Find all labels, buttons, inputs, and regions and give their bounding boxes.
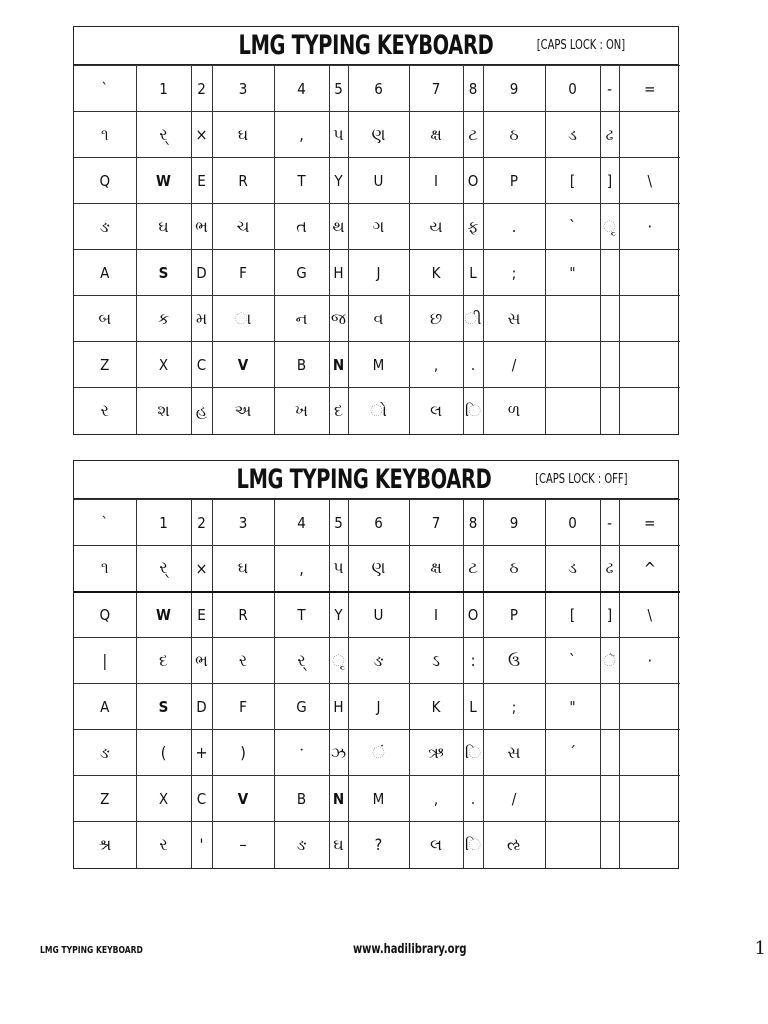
gujarati-char-cell: ચ [212,204,274,250]
key-label-cell: 1 [136,500,191,546]
gujarati-char-cell: ણ [348,112,409,158]
key-label-cell: E [191,592,212,638]
keyboard-caps-on [73,26,679,435]
key-label-cell: 8 [463,66,483,112]
key-label-cell: N [329,342,348,388]
gujarati-char-cell [619,388,680,434]
key-label-cell [619,342,680,388]
key-label-cell: [ [545,592,600,638]
key-label-row [74,592,680,638]
key-grid [74,65,680,434]
gujarati-char-cell: ક્ષ [409,112,463,158]
gujarati-char-cell: ^ [619,546,680,592]
key-label-cell: F [212,684,274,730]
key-label-cell: ` [74,66,136,112]
gujarati-char-cell: મ [191,296,212,342]
gujarati-char-cell: બ [74,296,136,342]
gujarati-char-cell: ભ [191,638,212,684]
key-label-cell: K [409,684,463,730]
gujarati-char-cell: ( [136,730,191,776]
key-label-cell: J [348,250,409,296]
gujarati-char-cell: ઘ [212,546,274,592]
gujarati-char-cell: · [619,638,680,684]
gujarati-char-cell: ય [409,204,463,250]
gujarati-char-cell [619,112,680,158]
key-label-cell: ; [483,250,545,296]
gujarati-char-cell: ઘ [136,204,191,250]
caps-lock-status: [CAPS LOCK : ON] [536,38,626,53]
key-label-cell: Q [74,592,136,638]
gujarati-char-cell: | [74,638,136,684]
key-label-row [74,342,680,388]
gujarati-char-cell: ઠ [483,112,545,158]
key-label-cell [600,342,619,388]
key-label-cell: \ [619,592,680,638]
key-label-row [74,684,680,730]
key-label-cell: ] [600,592,619,638]
key-label-cell: 2 [191,66,212,112]
gujarati-char-row [74,204,680,250]
gujarati-char-cell: ફ [463,204,483,250]
key-label-row [74,250,680,296]
key-label-cell: E [191,158,212,204]
gujarati-char-cell [619,296,680,342]
key-label-cell: 9 [483,66,545,112]
key-label-cell: 6 [348,500,409,546]
gujarati-char-cell: ક્ષ [409,546,463,592]
gujarati-char-cell: પ [329,546,348,592]
key-label-cell: \ [619,158,680,204]
gujarati-char-cell: ઝ [329,730,348,776]
gujarati-char-cell: ઽ [409,638,463,684]
gujarati-char-cell: િ [463,388,483,434]
gujarati-char-cell: ર [74,388,136,434]
gujarati-char-cell: ૅ [600,638,619,684]
gujarati-char-cell: સ [483,730,545,776]
key-label-cell: Y [329,158,348,204]
key-label-cell: P [483,592,545,638]
gujarati-char-cell: ળ [483,388,545,434]
key-label-cell: H [329,684,348,730]
key-label-cell: J [348,684,409,730]
gujarati-char-cell: ત [274,204,329,250]
key-label-cell: 0 [545,66,600,112]
gujarati-char-cell: ભ [191,204,212,250]
key-label-cell: T [274,592,329,638]
gujarati-char-cell: ટ [463,546,483,592]
key-label-cell: V [212,342,274,388]
gujarati-char-row [74,112,680,158]
gujarati-char-cell: ઙ [348,638,409,684]
gujarati-char-cell: , [274,112,329,158]
gujarati-char-cell: હ [191,388,212,434]
gujarati-char-cell: ં [348,730,409,776]
key-label-cell: 4 [274,500,329,546]
gujarati-char-row [74,730,680,776]
key-label-row [74,776,680,822]
gujarati-char-cell: + [191,730,212,776]
gujarati-char-cell: ઢ [600,112,619,158]
keyboard-title-bar [74,27,678,65]
gujarati-char-row [74,296,680,342]
caps-lock-status: [CAPS LOCK : OFF] [534,472,628,487]
key-label-cell: G [274,684,329,730]
gujarati-char-row [74,638,680,684]
key-label-cell: X [136,776,191,822]
key-label-cell: Y [329,592,348,638]
gujarati-char-cell: ૧ [74,546,136,592]
key-label-cell: 3 [212,66,274,112]
key-label-cell: A [74,250,136,296]
key-label-cell: H [329,250,348,296]
key-label-cell: X [136,342,191,388]
key-label-cell: 8 [463,500,483,546]
gujarati-char-cell: વ [348,296,409,342]
key-label-cell: M [348,342,409,388]
key-label-cell: " [545,250,600,296]
keyboard-title: LMG TYPING KEYBOARD [238,30,494,61]
gujarati-char-cell: છ [409,296,463,342]
gujarati-char-row [74,822,680,868]
key-label-cell: 9 [483,500,545,546]
gujarati-char-cell: ॱ [274,730,329,776]
gujarati-char-cell: × [191,112,212,158]
key-label-cell: N [329,776,348,822]
key-label-row [74,500,680,546]
gujarati-char-cell: ˊ [545,730,600,776]
gujarati-char-cell: ) [212,730,274,776]
gujarati-char-cell: ` [545,204,600,250]
key-label-cell: M [348,776,409,822]
gujarati-char-cell: ઙ [74,730,136,776]
key-label-cell [619,776,680,822]
gujarati-char-cell: અ [212,388,274,434]
key-label-cell: / [483,776,545,822]
key-label-cell: Z [74,342,136,388]
key-label-cell: O [463,158,483,204]
gujarati-char-cell: : [463,638,483,684]
key-label-cell [545,342,600,388]
gujarati-char-cell: ો [348,388,409,434]
key-label-cell: W [136,158,191,204]
gujarati-char-cell: ૃ [329,638,348,684]
key-label-cell: S [136,684,191,730]
key-label-cell: S [136,250,191,296]
key-label-cell: V [212,776,274,822]
keyboard-caps-off [73,460,679,869]
gujarati-char-cell: ૃ [600,204,619,250]
gujarati-char-cell [545,296,600,342]
gujarati-char-cell: ઘ [329,822,348,868]
key-label-cell: U [348,158,409,204]
key-label-cell: P [483,158,545,204]
gujarati-char-cell: સ [483,296,545,342]
page-number: 1 [754,938,766,959]
gujarati-char-cell: ર [136,822,191,868]
key-label-cell: 1 [136,66,191,112]
gujarati-char-cell: ર [212,638,274,684]
key-label-row [74,158,680,204]
gujarati-char-cell [600,822,619,868]
key-label-cell: L [463,684,483,730]
gujarati-char-cell: ગ [348,204,409,250]
gujarati-char-cell: િ [463,730,483,776]
key-label-cell [600,684,619,730]
gujarati-char-cell [600,730,619,776]
key-label-cell: A [74,684,136,730]
gujarati-char-cell: ઠ [483,546,545,592]
key-label-cell: 7 [409,500,463,546]
key-grid [74,499,680,868]
key-label-cell: B [274,776,329,822]
gujarati-char-cell: ર્ [136,546,191,592]
key-label-cell: 0 [545,500,600,546]
gujarati-char-cell: ઙ [74,204,136,250]
gujarati-char-cell: ન [274,296,329,342]
gujarati-char-cell: – [212,822,274,868]
key-label-cell: F [212,250,274,296]
gujarati-char-cell: દ [329,388,348,434]
footer-title: LMG TYPING KEYBOARD [40,945,143,956]
gujarati-char-cell: ઋ [409,730,463,776]
gujarati-char-cell: ઢ [600,546,619,592]
gujarati-char-cell: શ [136,388,191,434]
gujarati-char-row [74,546,680,592]
key-label-cell: " [545,684,600,730]
key-label-cell: L [463,250,483,296]
gujarati-char-cell: ઌ [483,822,545,868]
key-label-cell: [ [545,158,600,204]
key-label-cell: = [619,66,680,112]
key-label-cell: , [409,776,463,822]
key-label-cell: O [463,592,483,638]
key-label-cell: D [191,250,212,296]
gujarati-char-cell: દ [136,638,191,684]
gujarati-char-cell [600,296,619,342]
gujarati-char-cell: ઘ [212,112,274,158]
key-label-cell: R [212,592,274,638]
gujarati-char-cell: ખ [274,388,329,434]
key-label-cell [619,250,680,296]
gujarati-char-cell: ડ [545,546,600,592]
gujarati-char-cell: , [274,546,329,592]
key-label-cell: T [274,158,329,204]
key-label-cell: - [600,500,619,546]
footer-website: www.hadilibrary.org [353,942,467,957]
gujarati-char-cell [545,822,600,868]
gujarati-char-cell: × [191,546,212,592]
gujarati-char-cell: િ [463,822,483,868]
gujarati-char-cell: લ [409,388,463,434]
keyboard-title: LMG TYPING KEYBOARD [236,464,492,495]
key-label-cell: Z [74,776,136,822]
key-label-cell: 7 [409,66,463,112]
key-label-cell: ` [74,500,136,546]
key-label-cell: G [274,250,329,296]
key-label-cell: . [463,342,483,388]
gujarati-char-cell: શ્ર [74,822,136,868]
gujarati-char-cell [545,388,600,434]
key-label-cell: Q [74,158,136,204]
key-label-cell: ; [483,684,545,730]
key-label-cell: 5 [329,66,348,112]
gujarati-char-cell: ર્ [136,112,191,158]
key-label-cell: W [136,592,191,638]
key-label-cell: K [409,250,463,296]
key-label-cell: I [409,158,463,204]
gujarati-char-cell: થ [329,204,348,250]
gujarati-char-cell: લ [409,822,463,868]
gujarati-char-cell: જ [329,296,348,342]
key-label-cell: D [191,684,212,730]
key-label-cell: I [409,592,463,638]
key-label-row [74,66,680,112]
gujarati-char-cell: ણ [348,546,409,592]
key-label-cell [545,776,600,822]
keyboard-title-bar [74,461,678,499]
gujarati-char-cell [600,388,619,434]
key-label-cell: C [191,342,212,388]
key-label-cell: 6 [348,66,409,112]
key-label-cell [600,776,619,822]
key-label-cell: U [348,592,409,638]
key-label-cell: ] [600,158,619,204]
key-label-cell: - [600,66,619,112]
key-label-cell: C [191,776,212,822]
key-label-cell: = [619,500,680,546]
gujarati-char-cell: . [483,204,545,250]
key-label-cell: R [212,158,274,204]
key-label-cell: 5 [329,500,348,546]
gujarati-char-cell: ી [463,296,483,342]
gujarati-char-cell: ર્ [274,638,329,684]
gujarati-char-cell: ઙ [274,822,329,868]
key-label-cell [619,684,680,730]
key-label-cell: , [409,342,463,388]
gujarati-char-cell: ઉ [483,638,545,684]
gujarati-char-cell: પ [329,112,348,158]
key-label-cell: / [483,342,545,388]
gujarati-char-cell: ટ [463,112,483,158]
gujarati-char-cell [619,730,680,776]
gujarati-char-cell: ? [348,822,409,868]
gujarati-char-cell: ' [191,822,212,868]
key-label-cell: B [274,342,329,388]
key-label-cell [600,250,619,296]
gujarati-char-cell: ા [212,296,274,342]
gujarati-char-row [74,388,680,434]
gujarati-char-cell [619,822,680,868]
key-label-cell: 2 [191,500,212,546]
gujarati-char-cell: ક [136,296,191,342]
key-label-cell: . [463,776,483,822]
gujarati-char-cell: ડ [545,112,600,158]
key-label-cell: 3 [212,500,274,546]
gujarati-char-cell: ` [545,638,600,684]
key-label-cell: 4 [274,66,329,112]
gujarati-char-cell: · [619,204,680,250]
gujarati-char-cell: ૧ [74,112,136,158]
